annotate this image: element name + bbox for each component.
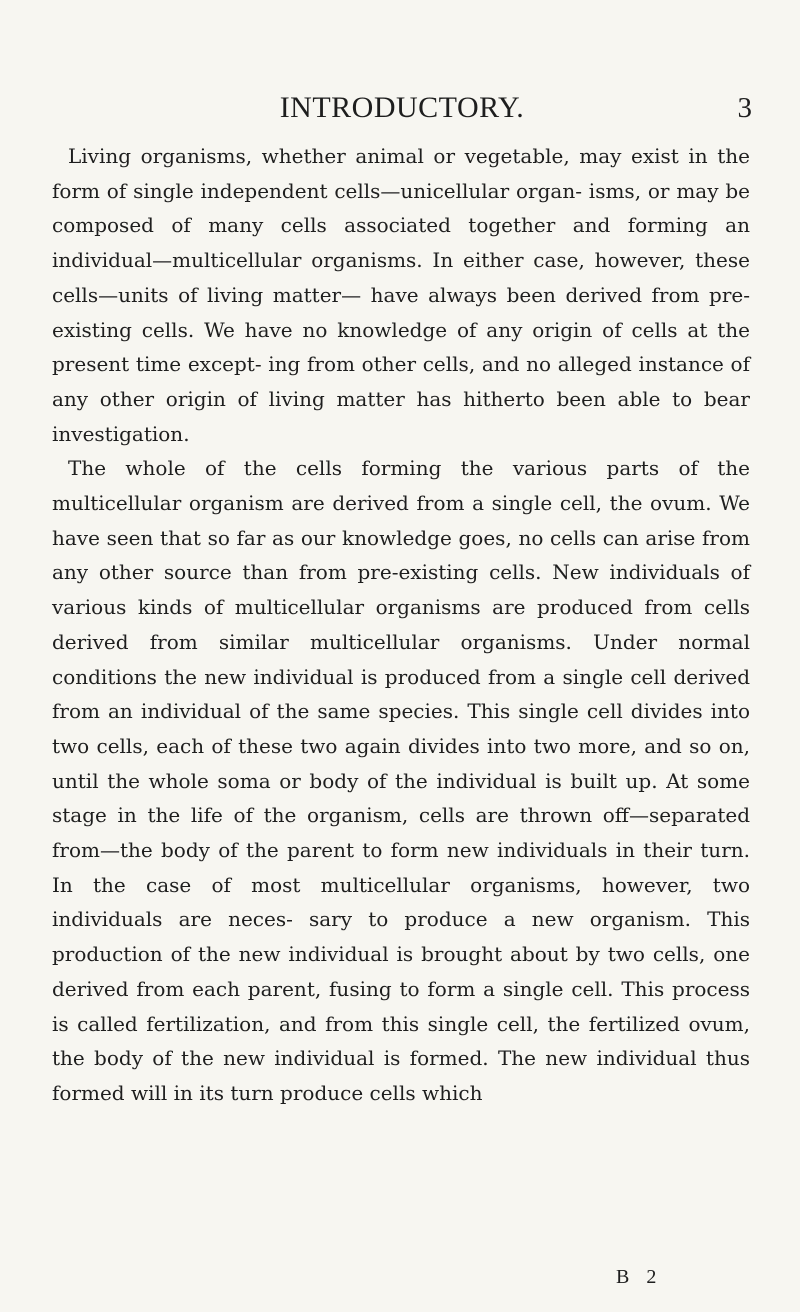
body-text (52, 139, 750, 1111)
page-header (52, 88, 752, 128)
paragraph-2: The whole of the cells forming the various parts of the multicellular organism are derived from a single cell, the ovum. We have seen that so far as our knowledge goes, no cells can arise from any other source than from pre-existing cells. New individuals of various kinds of multicellular organisms are produced from cells derived from similar multicellular organisms. Under normal conditions the new individual is produced from a single cell derived from an individual of the same species. This single cell divides into two cells, each of these two again divides into two more, and so on, until the whole soma or body of the individual is built up. At some stage in the life of the organism, cells are thrown off—separated from—the body of the parent to form new individuals in their turn. In the case of most multicellular organisms, however, two individuals are neces- sary to produce a new organism. This production of the new individual is brought about by two cells, one derived from each parent, fusing to form a single cell. This process is called fertilization, and from this single cell, the fertilized ovum, the body of the new individual is formed. The new individual thus formed will in its turn produce cells which (52, 456, 750, 1105)
signature-mark: B 2 (616, 1266, 663, 1288)
running-title: INTRODUCTORY. (279, 91, 525, 124)
page-number: 3 (737, 92, 752, 124)
paragraph-1: Living organisms, whether animal or vegetable, may exist in the form of single independent cells—unicellular organ- isms, or may be composed of many cells associated together and forming an individual—multicellular organisms. In either case, however, these cells—units of living matter— have always been derived from pre-existing cells. We have no knowledge of any origin of cells at the present time except- ing from other cells, and no alleged instance of any other origin of living matter has hitherto been able to bear investigation. (52, 144, 750, 446)
